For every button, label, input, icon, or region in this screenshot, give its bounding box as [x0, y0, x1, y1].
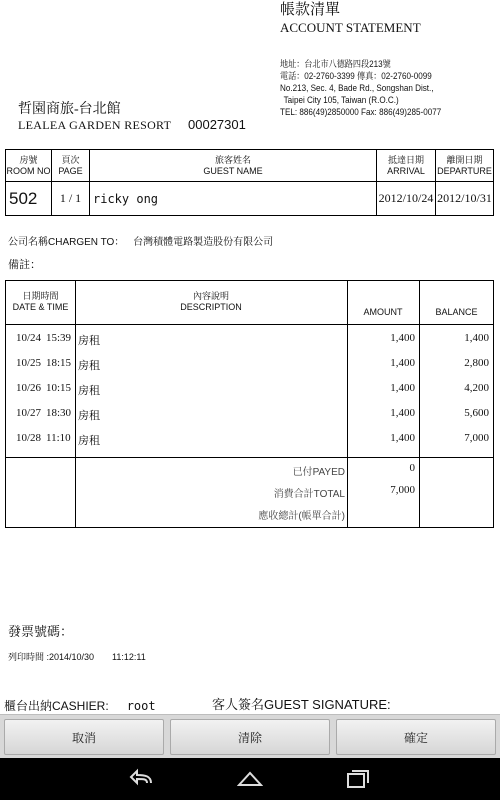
ledger-row: 10/27 18:30 房租 1,400 5,600: [16, 407, 489, 422]
stay-info-table: [5, 149, 494, 216]
action-bar: [0, 714, 500, 759]
room-number: 502: [6, 182, 52, 216]
print-clock: 11:12:11: [112, 652, 146, 662]
home-icon[interactable]: [237, 767, 263, 791]
header-divider: [6, 324, 493, 325]
charge-to-label: 公司名稱CHARGEN TO：: [8, 237, 125, 248]
invoice-number-label: 發票號碼：: [8, 624, 74, 639]
room-header: 房號 ROOM NO: [6, 150, 52, 182]
total-label: 消費合計TOTAL: [273, 489, 345, 500]
balance-header: BALANCE: [435, 307, 478, 317]
address-line: Taipei City 105, Taiwan (R.O.C.): [283, 95, 399, 105]
cashier: [4, 697, 156, 714]
date-time-header: 日期時間 DATE & TIME: [12, 291, 69, 312]
address-line: No.213, Sec. 4, Bade Rd., Songshan Dist.,: [280, 83, 434, 93]
cancel-button[interactable]: 取消: [4, 719, 164, 755]
ledger-row: 10/24 15:39 房租 1,400 1,400: [16, 332, 489, 347]
ledger-row: 10/28 11:10 房租 1,400 7,000: [16, 432, 489, 447]
description-header: 內容說明 DESCRIPTION: [180, 291, 242, 312]
paid-label: 已付PAYED: [292, 467, 345, 478]
statement-title: [280, 2, 421, 36]
guest-header: 旅客姓名 GUEST NAME: [90, 150, 377, 182]
arrival-date: 2012/10/24: [377, 182, 436, 216]
cashier-value: root: [126, 699, 156, 713]
hotel-name-en: LEALEA GARDEN RESORT: [18, 118, 172, 132]
ledger-row: 10/26 10:15 房租 1,400 4,200: [16, 382, 489, 397]
charge-to: [8, 233, 273, 248]
ledger-table: [5, 280, 494, 528]
hotel-address: [280, 58, 441, 118]
guest-name: ricky ong: [90, 182, 377, 216]
title-en: ACCOUNT STATEMENT: [280, 20, 421, 35]
arrival-header: 抵達日期 ARRIVAL: [377, 150, 436, 182]
system-navigation-bar: [0, 758, 500, 800]
back-icon[interactable]: [129, 767, 155, 791]
confirm-button[interactable]: 確定: [336, 719, 496, 755]
departure-header: 離開日期 DEPARTURE: [436, 150, 494, 182]
paid-value: 0: [409, 462, 415, 474]
remark-label: 備註：: [8, 259, 41, 271]
address-line: 電話：02-2760-3399 傳真：02-2760-0099: [280, 71, 432, 81]
address-line: 地址：台北市八德路四段213號: [280, 59, 391, 69]
guest-signature-label: 客人簽名GUEST SIGNATURE:: [212, 697, 391, 712]
total-value: 7,000: [390, 484, 415, 496]
charge-to-company: 台灣積體電路製造股份有限公司: [133, 237, 274, 248]
statement-number: 00027301: [188, 117, 246, 132]
title-zh: 帳款清單: [280, 2, 341, 18]
cashier-label: 櫃台出納CASHIER:: [4, 699, 109, 713]
amount-due-label: 應收總計(帳單合計): [258, 511, 345, 522]
clear-button[interactable]: 清除: [170, 719, 330, 755]
page-header: 頁次 PAGE: [52, 150, 90, 182]
page-number: 1 / 1: [52, 182, 90, 216]
print-time: [8, 650, 146, 663]
print-date: 列印時間 :2014/10/30: [8, 652, 95, 662]
summary-divider: [6, 457, 493, 458]
departure-date: 2012/10/31: [436, 182, 494, 216]
recent-apps-icon[interactable]: [345, 767, 371, 791]
hotel-name-zh: 哲園商旅-台北館: [18, 102, 121, 117]
amount-header: AMOUNT: [363, 307, 403, 317]
ledger-row: 10/25 18:15 房租 1,400 2,800: [16, 357, 489, 372]
address-line: TEL: 886(49)2850000 Fax: 886(49)285-0077: [280, 107, 442, 117]
